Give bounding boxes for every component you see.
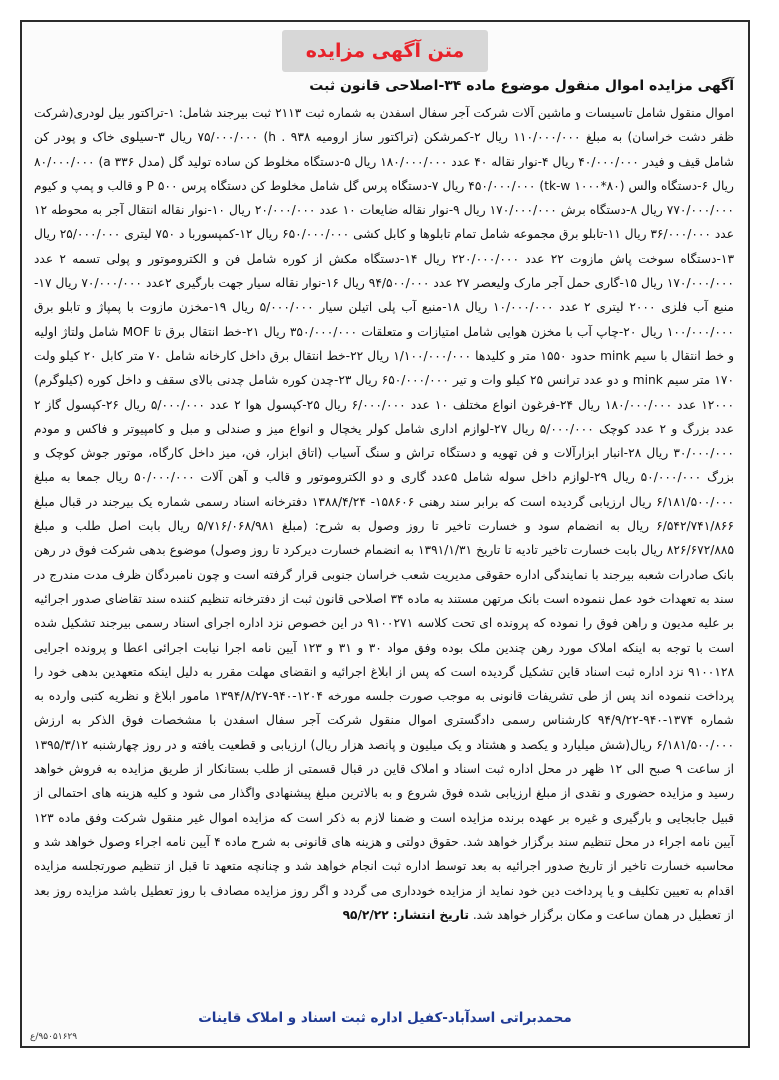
notice-heading: آگهی مزایده اموال منقول موضوع ماده ۳۴-اصلاحی قانون ثبت [309,78,734,94]
notice-body-text: اموال منقول شامل تاسیسات و ماشین آلات شرکت آجر سفال اسفدن به شماره ثبت ۲۱۱۳ ثبت بیرجند شامل: ۱-تراکتور بیل لودری(شرکت ظفر دشت خراسان) به مبلغ ۱۱۰/۰۰۰/۰۰۰ ریال ۲-کمرشکن (تراکتور ساز ارومیه h . ۹۳۸) ۷۵/۰۰۰/۰۰۰ ریال ۳-سیلوی خاک و پودر کن شامل قیف و فیدر ۴۰/۰۰۰/۰۰۰ ریال ۴-نوار نقاله ۴۰ عدد ۱۸۰/۰۰۰/۰۰۰ ریال ۵-دستگاه مخلوط کن ساده تولید گل (مدل a ۳۳۶) ۸۰/۰۰۰/۰۰۰ ریال ۶-دستگاه والس (tk-w ۱۰۰۰*۸۰) ۴۵۰/۰۰۰/۰۰۰ ریال ۷-دستگاه پرس گل شامل مخلوط کن دستگاه پرس P ۵۰۰ و قالب و پمپ و کیوم ۷۷۰/۰۰۰/۰۰۰ ریال ۸-دستگاه برش ۱۷۰/۰۰۰/۰۰۰ ریال ۹-نوار نقاله ضایعات ۱۰ عدد ۲۰/۰۰۰/۰۰۰ ریال ۱۰-نوار نقاله انتقال آجر به محوطه ۱۲ عدد ۳۶/۰۰۰/۰۰۰ ریال ۱۱-تابلو برق مجموعه شامل تمام تابلوها و کابل کشی ۶۵۰/۰۰۰/۰۰۰ ریال ۱۲-کمپسوربا د ۷۵۰ لیتری ۲۵/۰۰۰/۰۰۰ ریال ۱۳-دستگاه سوخت پاش مازوت ۲۲ عدد ۲۲۰/۰۰۰/۰۰۰ ریال ۱۴-دستگاه مکش از کوره شامل فن و الکتروموتور و پولی تسمه ۲ عدد ۱۷۰/۰۰۰/۰۰۰ ریال ۱۵-گاری حمل آجر مارک ولیعصر ۲۷ عدد ۹۴/۵۰۰/۰۰۰ ریال ۱۶-نوار نقاله سیار جهت بارگیری ۲عدد ۷۰/۰۰۰/۰۰۰ ریال ۱۷-منبع آب فلزی ۲۰۰۰ لیتری ۲ عدد ۱۰/۰۰۰/۰۰۰ ریال ۱۸-منبع آب پلی اتیلن سیار ۵/۰۰۰/۰۰۰ ریال ۱۹-مخزن مازوت با پمپاژ و تابلو برق ۱۰۰/۰۰۰/۰۰۰ ریال ۲۰-چاپ آب با مخزن هوایی شامل امتیازات و متعلقات ۳۵۰/۰۰۰/۰۰۰ ریال ۲۱-خط انتقال برق تا MOF شامل ولتاژ اولیه و خط انتقال با سیم mink حدود ۱۵۵۰ متر و کلیدها ۱/۱۰۰/۰۰۰/۰۰۰ ریال ۲۲-خط انتقال برق داخل کارخانه شامل ۷۰ متر کابل ۲۰ کیلو ولت ۱۷۰ متر سیم mink و دو عدد ترانس ۲۵ کیلو وات و تیر ۶۵۰/۰۰۰/۰۰۰ ریال ۲۳-چدن کوره شامل چدنی بالای سقف و داخل کوره (کیلوگرم) ۱۲۰۰۰ عدد ۱۸۰/۰۰۰/۰۰۰ ریال ۲۴-فرغون انواع مختلف ۱۰ عدد ۶/۰۰۰/۰۰۰ ریال ۲۵-کپسول هوا ۲ عدد ۵/۰۰۰/۰۰۰ ریال ۲۶-کپسول گاز ۲ عدد بزرگ و ۲ عدد کوچک ۵/۰۰۰/۰۰۰ ریال ۲۷-لوازم اداری شامل کولر یخچال و انواع میز و صندلی و مبل و کامپیوتر و فاکس و مودم ۳۰/۰۰۰/۰۰۰ ریال ۲۸-انبار ابزارآلات و فن تهویه و دستگاه تراش و سنگ آسیاب (اتاق ابزار، فن، میز داخل کارگاه، موتور جوش کوچک و بزرگ ۵۰/۰۰۰/۰۰۰ ریال ۲۹-لوازم داخل سوله شامل ۵عدد گاری و دو الکتروموتور و قالب و آهن آلات ۵۰/۰۰۰/۰۰۰ ریال جمعا به مبلغ ۶/۱۸۱/۵۰۰/۰۰۰ ریال ارزیابی گردیده است که برابر سند رهنی ۱۵۸۶۰۶- ۱۳۸۸/۴/۲۴ دفترخانه اسناد رسمی شماره یک بیرجند در قبال مبلغ ۶/۵۴۲/۷۴۱/۸۶۶ ریال به انضمام سود و خسارت تاخیر تا روز وصول به شرح: (مبلغ ۵/۷۱۶/۰۶۸/۹۸۱ ریال بابت اصل طلب و مبلغ ۸۲۶/۶۷۲/۸۸۵ ریال بابت خسارت تاخیر تادیه تا تاریخ ۱۳۹۱/۱/۳۱ به انضمام خسارت دیرکرد تا روز وصول) موضوع بدهی شرکت فوق در رهن بانک صادرات شعبه بیرجند با نمایندگی اداره حقوقی مدیریت شعب خراسان جنوبی قرار گرفته است و چون نامبردگان ظرف مدت مندرج در سند به تعهدات خود عمل ننموده است بانک مرتهن مستند به ماده ۳۴ اصلاحی قانون ثبت از دفترخانه تنظیم کننده سند تقاضای صدور اجرائیه بر علیه مدیون و راهن فوق را نموده که پرونده ای تحت کلاسه ۹۱۰۰۲۷۱ در این خصوص نزد اداره اجرای اسناد رسمی بیرجند تشکیل شده است با توجه به اینکه املاک مورد رهن چندین ملک بوده وفق مواد ۳۰ و ۳۱ و ۱۲۳ آیین نامه اجرا نیابت اجرائی اعطا و پرونده اجرایی ۹۱۰۰۱۲۸ نزد اداره ثبت اسناد قاین تشکیل گردیده است که پس از ابلاغ اجرائیه و انقضای مهلت مقرر به دلیل اینکه متعهدین بدهی خود را پرداخت ننموده اند پس از طی تشریفات قانونی به موجب صورت جلسه مورخه ۱۲۰۴-۹۴۰-۱۳۹۴/۸/۲۷ مامور ابلاغ و نظریه کتبی وارده به شماره ۱۳۷۴-۹۴۰-۹۴/۹/۲۲ کارشناس رسمی دادگستری اموال منقول شرکت آجر سفال اسفدن با مشخصات فوق الذکر به ارزش ۶/۱۸۱/۵۰۰/۰۰۰ ریال(شش میلیارد و یکصد و هشتاد و یک میلیون و پانصد هزار ریال) ارزیابی و قطعیت یافته و در روز چهارشنبه ۱۳۹۵/۳/۱۲ از ساعت ۹ صبح الی ۱۲ ظهر در محل اداره ثبت اسناد و املاک قاین در قبال قسمتی از طلب بستانکار از طریق مزایده به فروش خواهد رسید و مزایده حضوری و نقدی از مبلغ ارزیابی شده فوق شروع و به بالاترین مبلغ پیشنهادی واگذار می شود و کلیه هزینه های احتمالی از قبیل جابجایی و بارگیری و غیره بر عهده برنده مزایده است و ضمنا لازم به ذکر است که مزایده اموال غیر منقول شرکت وفق ماده ۱۲۳ آیین نامه اجراء در محل تنظیم سند برگزار خواهد شد. حقوق دولتی و هزینه های قانونی به شرح ماده ۴ آیین نامه اجراء وصول خواهد شد و محاسبه خسارت تاخیر از تاریخ صدور اجرائیه به بعد توسط اداره ثبت انجام خواهد شد و چنانچه متعهد تا قبل از تنظیم صورتجلسه مزایده اقدام به تعیین تکلیف و یا پرداخت دین خود نماید از مزایده خودداری می گردد و اگر روز مزایده مصادف با روز تعطیل باشد مزایده روز بعد از تعطیل در همان ساعت و مکان برگزار خواهد شد. [34,106,735,922]
reference-code: ۹۵۰۵۱۶۲۹/ع [30,1032,78,1042]
auction-notice-frame [20,20,750,1048]
signature-line: محمدبراتی اسدآباد-کفیل اداره ثبت اسناد و املاک قاینات [198,1010,572,1026]
notice-body [34,101,734,927]
title-banner [282,30,488,72]
publish-date-label: تاریخ انتشار: [392,907,469,922]
publish-date: ۹۵/۲/۲۲ [342,907,389,922]
notice-title: متن آگهی مزایده [305,40,465,62]
